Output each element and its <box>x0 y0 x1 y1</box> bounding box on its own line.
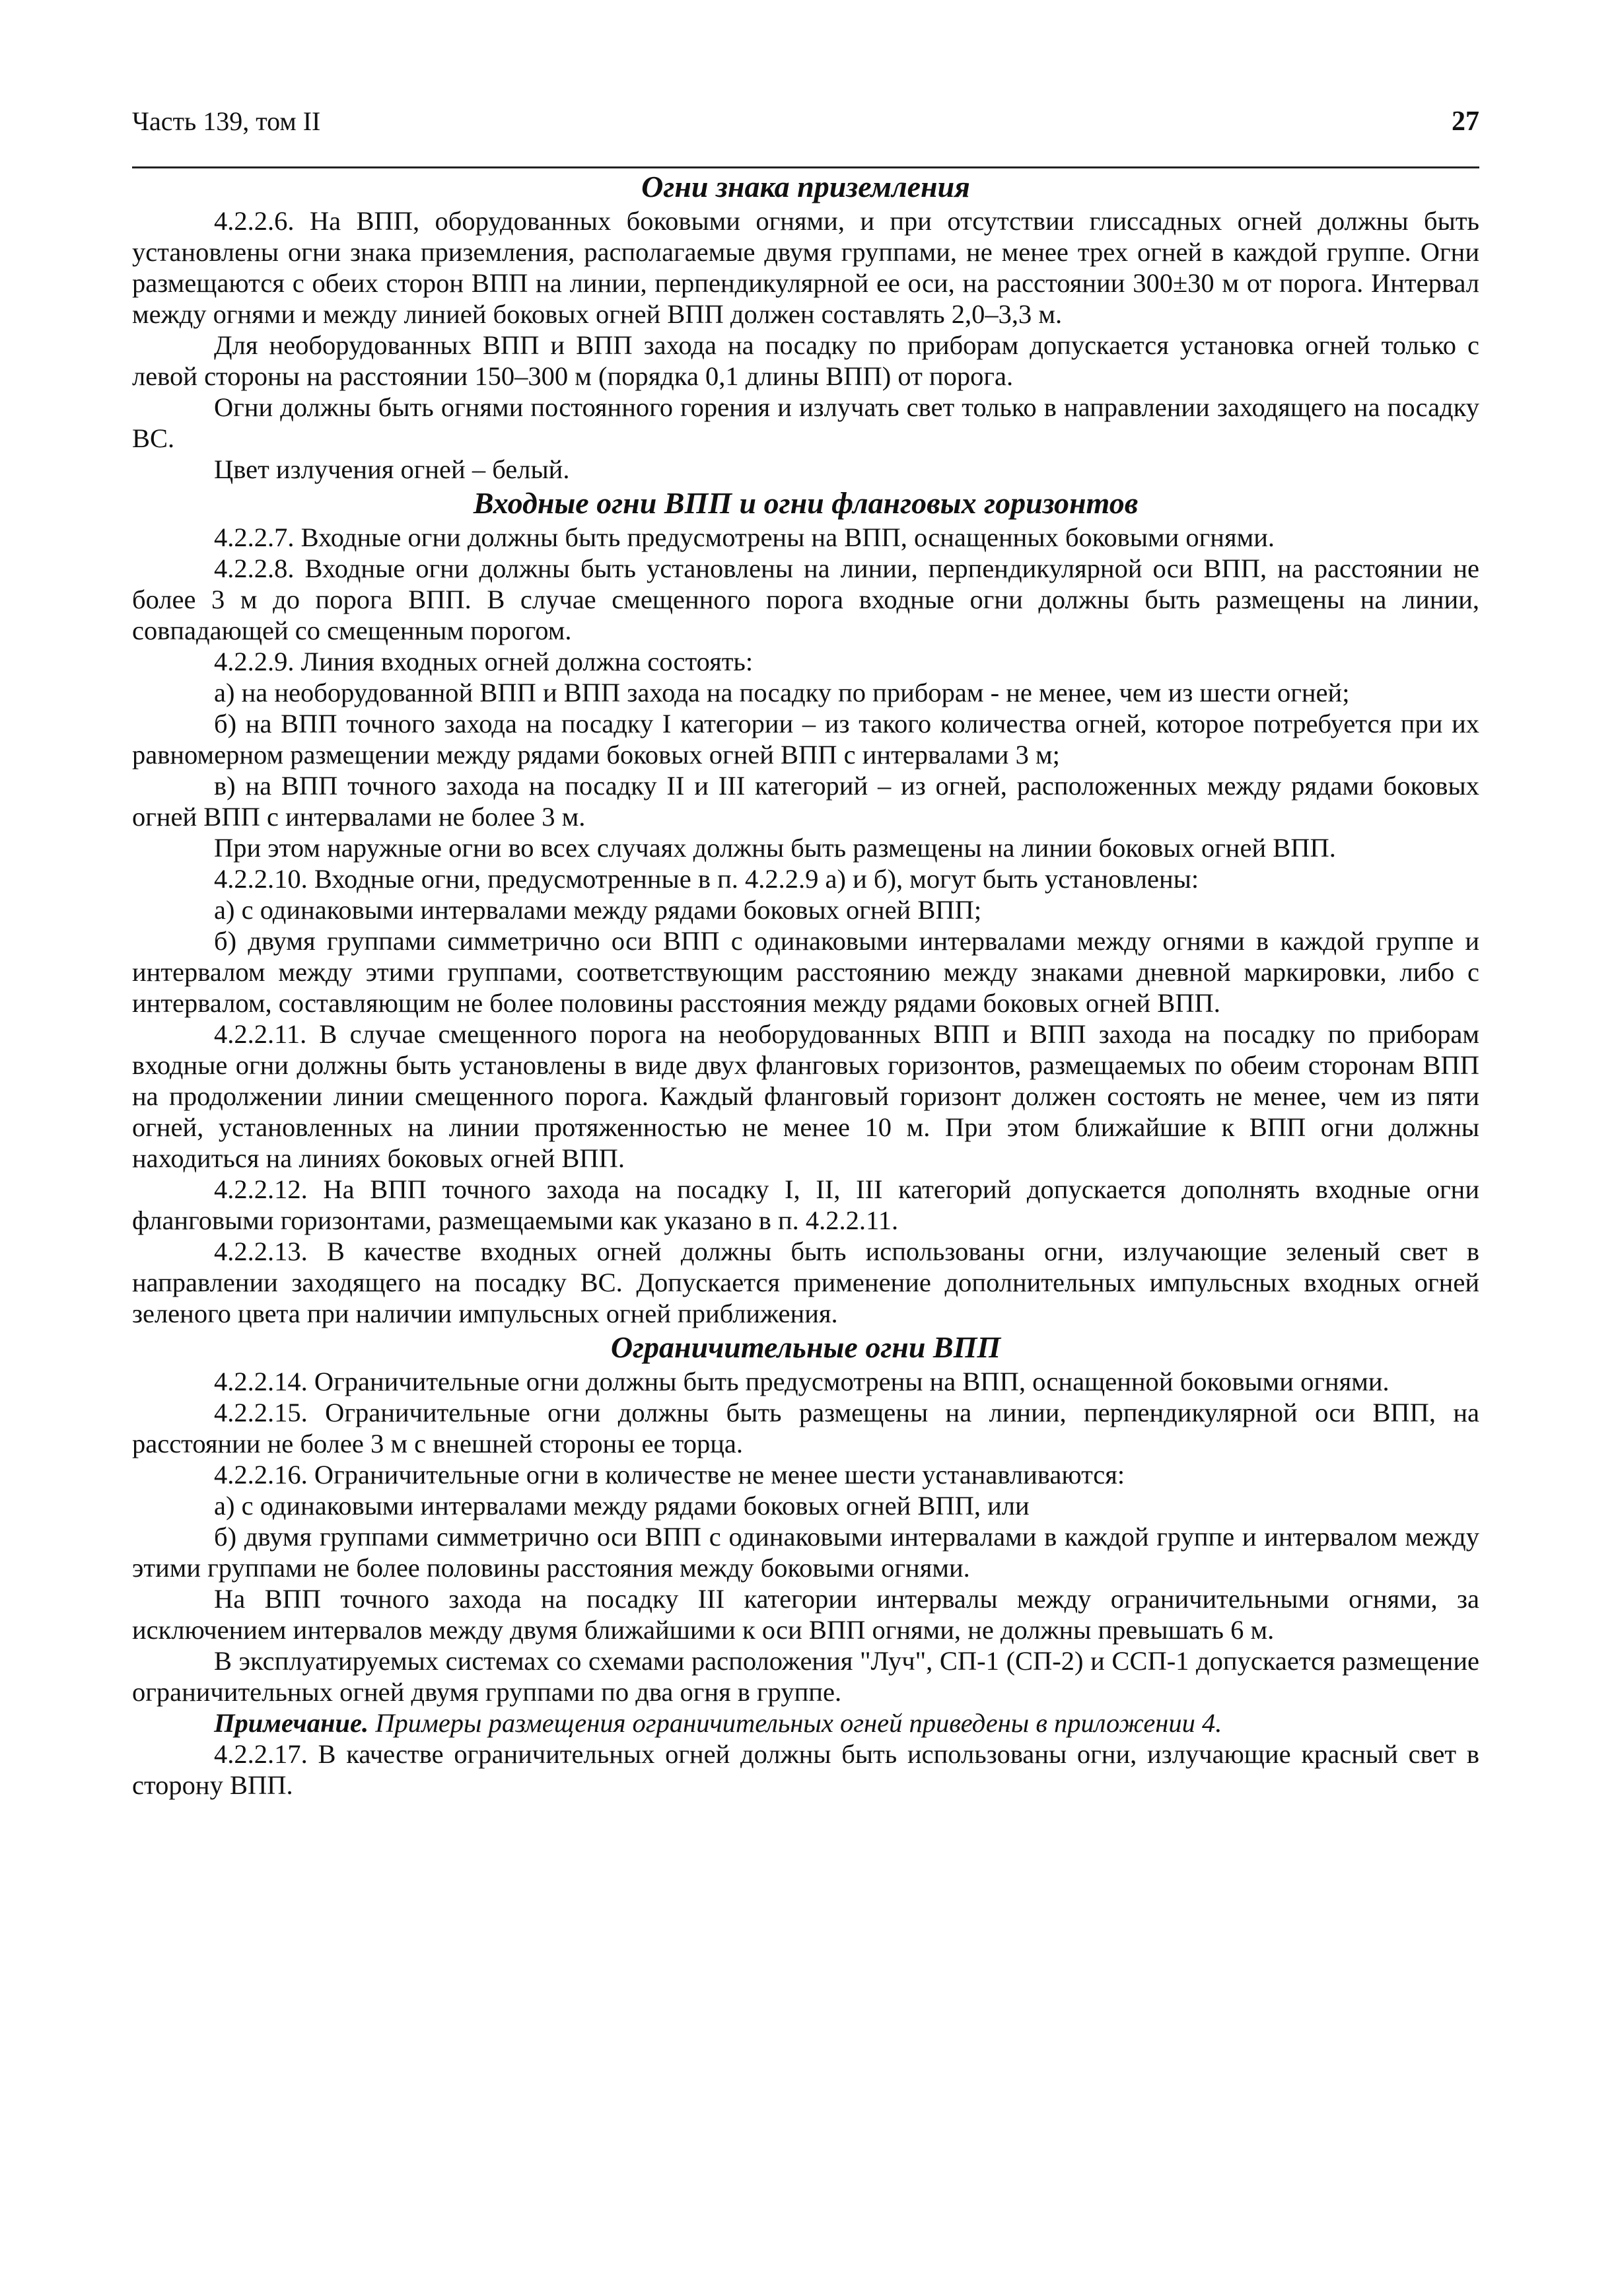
paragraph: 4.2.2.13. В качестве входных огней должны быть использованы огни, излучающие зеленый свет в направлении заходящего на посадку ВС. Допускается применение дополнительных импульсных входных огней зеленого цвета при наличии импульсных огней приближения. <box>132 1237 1479 1328</box>
running-title: Часть 139, том II <box>132 106 321 136</box>
paragraph: Огни должны быть огнями постоянного горения и излучать свет только в направлении заходящего на посадку ВС. <box>132 392 1479 453</box>
paragraph: 4.2.2.9. Линия входных огней должна состоять: <box>214 647 754 676</box>
paragraph: При этом наружные огни во всех случаях должны быть размещены на линии боковых огней ВПП. <box>214 833 1336 863</box>
paragraph: 4.2.2.7. Входные огни должны быть предусмотрены на ВПП, оснащенных боковыми огнями. <box>214 522 1275 552</box>
paragraph: а) на необорудованной ВПП и ВПП захода на посадку по приборам - не менее, чем из шести огней; <box>214 678 1350 707</box>
paragraph: В эксплуатируемых системах со схемами расположения "Луч", СП-1 (СП-2) и ССП-1 допускается размещение ограничительных огней двумя группами по два огня в группе. <box>132 1646 1479 1707</box>
paragraph: 4.2.2.14. Ограничительные огни должны быть предусмотрены на ВПП, оснащенной боковыми огнями. <box>214 1367 1389 1396</box>
page-number: 27 <box>1452 106 1479 137</box>
section-heading-end-lights: Ограничительные огни ВПП <box>610 1330 1001 1364</box>
paragraph: б) на ВПП точного захода на посадку I категории – из такого количества огней, которое потребуется при их равномерном размещении между рядами боковых огней ВПП с интервалами 3 м; <box>132 709 1479 770</box>
paragraph: 4.2.2.15. Ограничительные огни должны быть размещены на линии, перпендикулярной оси ВПП, на расстоянии не более 3 м с внешней стороны ее торца. <box>132 1398 1479 1458</box>
note-text: Примеры размещения ограничительных огней приведены в приложении 4. <box>375 1708 1222 1738</box>
paragraph: а) с одинаковыми интервалами между рядами боковых огней ВПП; <box>214 895 982 925</box>
paragraph: в) на ВПП точного захода на посадку II и III категорий – из огней, расположенных между рядами боковых огней ВПП с интервалами не более 3 м. <box>132 771 1479 832</box>
paragraph: 4.2.2.6. На ВПП, оборудованных боковыми огнями, и при отсутствии глиссадных огней должны быть установлены огни знака приземления, располагаемые двумя группами, не менее трех огней в каждой группе. Огни размещаются с обеих сторон ВПП на линии, перпендикулярной ее оси, на расстоянии 300±30 м от порога. Интервал между огнями и между линией боковых огней ВПП должен составлять 2,0–3,3 м. <box>132 206 1479 329</box>
paragraph: 4.2.2.11. В случае смещенного порога на необорудованных ВПП и ВПП захода на посадку по приборам входные огни должны быть установлены в виде двух фланговых горизонтов, размещаемых по обеим сторонам ВПП на продолжении линии смещенного порога. Каждый фланговый горизонт должен состоять не менее, чем из пяти огней, установленных на линии протяженностью не менее 10 м. При этом ближайшие к ВПП огни должны находиться на линиях боковых огней ВПП. <box>132 1019 1479 1173</box>
paragraph: Цвет излучения огней – белый. <box>214 454 570 484</box>
section-heading-touchdown-lights: Огни знака приземления <box>641 170 970 203</box>
paragraph: 4.2.2.10. Входные огни, предусмотренные в п. 4.2.2.9 а) и б), могут быть установлены: <box>214 864 1199 894</box>
running-header <box>132 106 1479 168</box>
paragraph: 4.2.2.8. Входные огни должны быть установлены на линии, перпендикулярной оси ВПП, на расстоянии не более 3 м до порога ВПП. В случае смещенного порога входные огни должны быть размещены на линии, совпадающей со смещенным порогом. <box>132 554 1479 645</box>
paragraph: 4.2.2.17. В качестве ограничительных огней должны быть использованы огни, излучающие красный свет в сторону ВПП. <box>132 1739 1479 1800</box>
note-label: Примечание. <box>214 1708 369 1738</box>
paragraph: На ВПП точного захода на посадку III категории интервалы между ограничительными огнями, за исключением интервалов между двумя ближайшими к оси ВПП огнями, не должны превышать 6 м. <box>132 1584 1479 1645</box>
paragraph: б) двумя группами симметрично оси ВПП с одинаковыми интервалами между огнями в каждой группе и интервалом между этими группами, соответствующим расстоянию между знаками дневной маркировки, либо с интервалом, составляющим не более половины расстояния между рядами боковых огней ВПП. <box>132 926 1479 1018</box>
paragraph: б) двумя группами симметрично оси ВПП с одинаковыми интервалами в каждой группе и интервалом между этими группами не более половины расстояния между боковыми огнями. <box>132 1522 1479 1583</box>
paragraph: а) с одинаковыми интервалами между рядами боковых огней ВПП, или <box>214 1491 1030 1521</box>
paragraph: Для необорудованных ВПП и ВПП захода на посадку по приборам допускается установка огней только с левой стороны на расстоянии 150–300 м (порядка 0,1 длины ВПП) от порога. <box>132 330 1479 391</box>
section-heading-threshold-lights: Входные огни ВПП и огни фланговых горизонтов <box>473 486 1139 520</box>
paragraph: 4.2.2.16. Ограничительные огни в количестве не менее шести устанавливаются: <box>214 1460 1125 1489</box>
paragraph: 4.2.2.12. На ВПП точного захода на посадку I, II, III категорий допускается дополнять входные огни фланговыми горизонтами, размещаемыми как указано в п. 4.2.2.11. <box>132 1174 1479 1235</box>
note <box>132 1707 1479 1739</box>
